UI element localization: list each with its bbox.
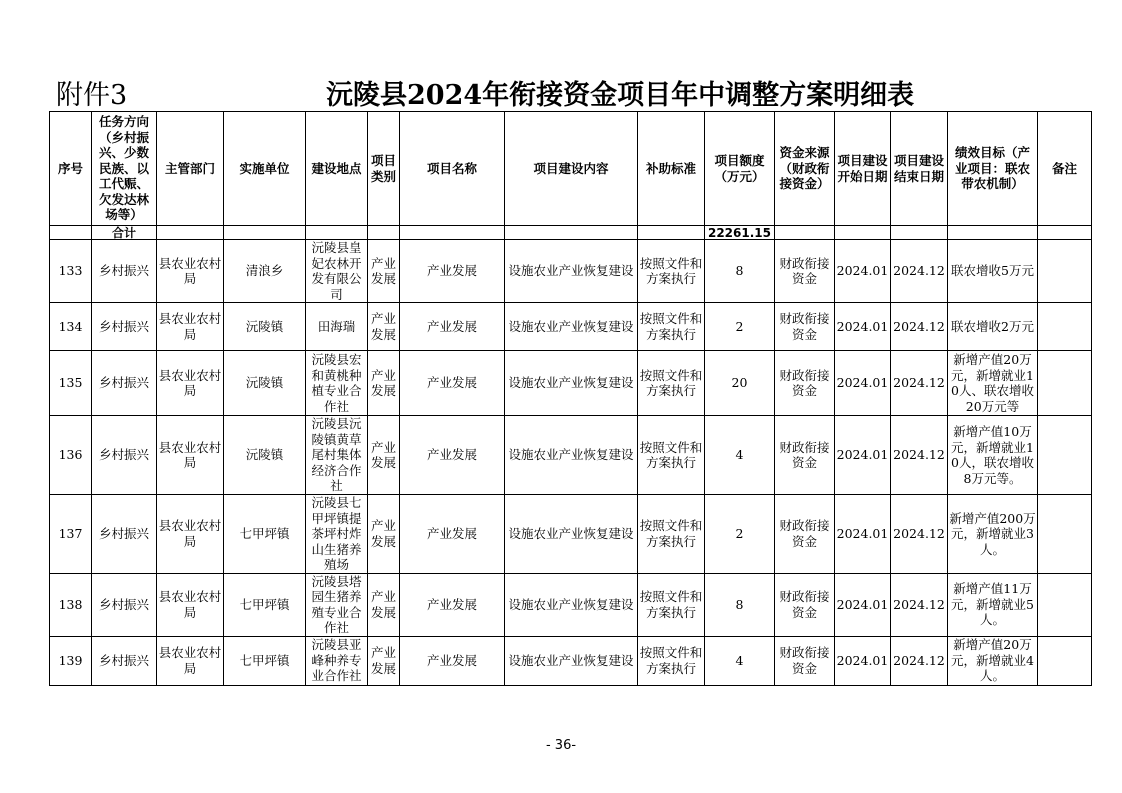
cell-implementing-unit: 沅陵镇 bbox=[224, 303, 306, 351]
cell-start-date: 2024.01 bbox=[835, 351, 891, 416]
cell-implementing-unit: 沅陵镇 bbox=[224, 416, 306, 495]
total-cell-empty bbox=[368, 226, 400, 240]
total-cell-empty bbox=[891, 226, 948, 240]
cell-task-direction: 乡村振兴 bbox=[92, 351, 157, 416]
cell-remark bbox=[1038, 416, 1092, 495]
cell-remark bbox=[1038, 573, 1092, 636]
cell-implementing-unit: 七甲坪镇 bbox=[224, 636, 306, 685]
cell-content: 设施农业产业恢复建设 bbox=[505, 303, 638, 351]
cell-serial-no: 135 bbox=[50, 351, 92, 416]
cell-start-date: 2024.01 bbox=[835, 573, 891, 636]
cell-category: 产业发展 bbox=[368, 416, 400, 495]
cell-fund-source: 财政衔接资金 bbox=[775, 573, 835, 636]
cell-subsidy-standard: 按照文件和方案执行 bbox=[638, 240, 705, 303]
cell-category: 产业发展 bbox=[368, 303, 400, 351]
column-header: 主管部门 bbox=[157, 112, 224, 226]
column-header: 项目建设开始日期 bbox=[835, 112, 891, 226]
cell-subsidy-standard: 按照文件和方案执行 bbox=[638, 573, 705, 636]
cell-serial-no: 134 bbox=[50, 303, 92, 351]
cell-implementing-unit: 沅陵镇 bbox=[224, 351, 306, 416]
column-header: 备注 bbox=[1038, 112, 1092, 226]
cell-project-name: 产业发展 bbox=[400, 636, 505, 685]
total-cell-empty bbox=[1038, 226, 1092, 240]
total-label: 合计 bbox=[92, 226, 157, 240]
cell-department: 县农业农村局 bbox=[157, 416, 224, 495]
cell-project-name: 产业发展 bbox=[400, 351, 505, 416]
cell-serial-no: 133 bbox=[50, 240, 92, 303]
cell-amount: 8 bbox=[705, 240, 775, 303]
cell-fund-source: 财政衔接资金 bbox=[775, 303, 835, 351]
total-cell-empty bbox=[400, 226, 505, 240]
cell-task-direction: 乡村振兴 bbox=[92, 303, 157, 351]
cell-subsidy-standard: 按照文件和方案执行 bbox=[638, 303, 705, 351]
column-header: 绩效目标（产业项目：联农带农机制） bbox=[948, 112, 1038, 226]
cell-amount: 2 bbox=[705, 495, 775, 574]
column-header: 补助标准 bbox=[638, 112, 705, 226]
cell-project-name: 产业发展 bbox=[400, 303, 505, 351]
cell-department: 县农业农村局 bbox=[157, 240, 224, 303]
total-cell-empty bbox=[50, 226, 92, 240]
column-header: 任务方向（乡村振兴、少数民族、以工代赈、欠发达林场等） bbox=[92, 112, 157, 226]
cell-implementing-unit: 清浪乡 bbox=[224, 240, 306, 303]
cell-task-direction: 乡村振兴 bbox=[92, 495, 157, 574]
cell-fund-source: 财政衔接资金 bbox=[775, 495, 835, 574]
column-header: 项目建设内容 bbox=[505, 112, 638, 226]
table-row bbox=[50, 573, 1092, 636]
cell-category: 产业发展 bbox=[368, 351, 400, 416]
cell-category: 产业发展 bbox=[368, 495, 400, 574]
cell-amount: 20 bbox=[705, 351, 775, 416]
total-cell-empty bbox=[306, 226, 368, 240]
cell-serial-no: 136 bbox=[50, 416, 92, 495]
cell-department: 县农业农村局 bbox=[157, 636, 224, 685]
cell-location: 沅陵县皇妃农林开发有限公司 bbox=[306, 240, 368, 303]
project-detail-table bbox=[49, 111, 1092, 686]
cell-fund-source: 财政衔接资金 bbox=[775, 351, 835, 416]
cell-location: 沅陵县宏和黄桃种植专业合作社 bbox=[306, 351, 368, 416]
cell-amount: 8 bbox=[705, 573, 775, 636]
table-header-row bbox=[50, 112, 1092, 226]
cell-location: 沅陵县塔园生猪养殖专业合作社 bbox=[306, 573, 368, 636]
total-cell-empty bbox=[638, 226, 705, 240]
cell-implementing-unit: 七甲坪镇 bbox=[224, 573, 306, 636]
total-cell-empty bbox=[224, 226, 306, 240]
table-row bbox=[50, 636, 1092, 685]
cell-serial-no: 139 bbox=[50, 636, 92, 685]
cell-remark bbox=[1038, 351, 1092, 416]
total-cell-empty bbox=[775, 226, 835, 240]
cell-content: 设施农业产业恢复建设 bbox=[505, 636, 638, 685]
cell-subsidy-standard: 按照文件和方案执行 bbox=[638, 495, 705, 574]
cell-task-direction: 乡村振兴 bbox=[92, 416, 157, 495]
total-cell-empty bbox=[157, 226, 224, 240]
cell-location: 沅陵县沅陵镇黄草尾村集体经济合作社 bbox=[306, 416, 368, 495]
cell-start-date: 2024.01 bbox=[835, 240, 891, 303]
cell-category: 产业发展 bbox=[368, 573, 400, 636]
cell-performance-goal: 新增产值11万元，新增就业5人。 bbox=[948, 573, 1038, 636]
cell-end-date: 2024.12 bbox=[891, 351, 948, 416]
total-row bbox=[50, 226, 1092, 240]
cell-remark bbox=[1038, 495, 1092, 574]
column-header: 建设地点 bbox=[306, 112, 368, 226]
cell-amount: 4 bbox=[705, 416, 775, 495]
cell-project-name: 产业发展 bbox=[400, 240, 505, 303]
cell-department: 县农业农村局 bbox=[157, 495, 224, 574]
cell-performance-goal: 联农增收2万元 bbox=[948, 303, 1038, 351]
cell-performance-goal: 新增产值20万元，新增就业4人。 bbox=[948, 636, 1038, 685]
cell-performance-goal: 联农增收5万元 bbox=[948, 240, 1038, 303]
column-header: 项目类别 bbox=[368, 112, 400, 226]
cell-content: 设施农业产业恢复建设 bbox=[505, 416, 638, 495]
cell-start-date: 2024.01 bbox=[835, 416, 891, 495]
page-number: - 36- bbox=[545, 738, 577, 753]
table-row bbox=[50, 351, 1092, 416]
total-cell-empty bbox=[505, 226, 638, 240]
cell-department: 县农业农村局 bbox=[157, 303, 224, 351]
table-row bbox=[50, 416, 1092, 495]
cell-task-direction: 乡村振兴 bbox=[92, 240, 157, 303]
cell-fund-source: 财政衔接资金 bbox=[775, 416, 835, 495]
cell-department: 县农业农村局 bbox=[157, 573, 224, 636]
cell-serial-no: 138 bbox=[50, 573, 92, 636]
cell-subsidy-standard: 按照文件和方案执行 bbox=[638, 416, 705, 495]
cell-amount: 4 bbox=[705, 636, 775, 685]
page-title: 沅陵县2024年衔接资金项目年中调整方案明细表 bbox=[326, 80, 915, 111]
cell-location: 沅陵县亚峰种养专业合作社 bbox=[306, 636, 368, 685]
cell-end-date: 2024.12 bbox=[891, 416, 948, 495]
cell-fund-source: 财政衔接资金 bbox=[775, 240, 835, 303]
cell-department: 县农业农村局 bbox=[157, 351, 224, 416]
column-header: 项目名称 bbox=[400, 112, 505, 226]
cell-start-date: 2024.01 bbox=[835, 303, 891, 351]
cell-end-date: 2024.12 bbox=[891, 573, 948, 636]
cell-end-date: 2024.12 bbox=[891, 636, 948, 685]
cell-category: 产业发展 bbox=[368, 636, 400, 685]
cell-fund-source: 财政衔接资金 bbox=[775, 636, 835, 685]
cell-performance-goal: 新增产值10万元，新增就业10人，联农增收8万元等。 bbox=[948, 416, 1038, 495]
table-row bbox=[50, 303, 1092, 351]
cell-performance-goal: 新增产值20万元，新增就业10人、联农增收20万元等 bbox=[948, 351, 1038, 416]
cell-task-direction: 乡村振兴 bbox=[92, 636, 157, 685]
cell-serial-no: 137 bbox=[50, 495, 92, 574]
cell-end-date: 2024.12 bbox=[891, 495, 948, 574]
cell-content: 设施农业产业恢复建设 bbox=[505, 573, 638, 636]
column-header: 实施单位 bbox=[224, 112, 306, 226]
cell-remark bbox=[1038, 636, 1092, 685]
cell-project-name: 产业发展 bbox=[400, 416, 505, 495]
cell-category: 产业发展 bbox=[368, 240, 400, 303]
cell-amount: 2 bbox=[705, 303, 775, 351]
cell-subsidy-standard: 按照文件和方案执行 bbox=[638, 636, 705, 685]
table-row bbox=[50, 240, 1092, 303]
cell-location: 沅陵县七甲坪镇提茶坪村炸山生猪养殖场 bbox=[306, 495, 368, 574]
cell-end-date: 2024.12 bbox=[891, 240, 948, 303]
cell-content: 设施农业产业恢复建设 bbox=[505, 495, 638, 574]
cell-end-date: 2024.12 bbox=[891, 303, 948, 351]
cell-start-date: 2024.01 bbox=[835, 636, 891, 685]
cell-project-name: 产业发展 bbox=[400, 573, 505, 636]
cell-project-name: 产业发展 bbox=[400, 495, 505, 574]
cell-task-direction: 乡村振兴 bbox=[92, 573, 157, 636]
cell-content: 设施农业产业恢复建设 bbox=[505, 240, 638, 303]
total-amount: 22261.15 bbox=[705, 226, 775, 240]
cell-performance-goal: 新增产值200万元，新增就业3人。 bbox=[948, 495, 1038, 574]
cell-subsidy-standard: 按照文件和方案执行 bbox=[638, 351, 705, 416]
column-header: 项目建设结束日期 bbox=[891, 112, 948, 226]
total-cell-empty bbox=[835, 226, 891, 240]
column-header: 项目额度（万元） bbox=[705, 112, 775, 226]
cell-remark bbox=[1038, 303, 1092, 351]
column-header: 资金来源（财政衔接资金） bbox=[775, 112, 835, 226]
cell-location: 田海瑞 bbox=[306, 303, 368, 351]
table-row bbox=[50, 495, 1092, 574]
cell-start-date: 2024.01 bbox=[835, 495, 891, 574]
total-cell-empty bbox=[948, 226, 1038, 240]
cell-remark bbox=[1038, 240, 1092, 303]
column-header: 序号 bbox=[50, 112, 92, 226]
cell-content: 设施农业产业恢复建设 bbox=[505, 351, 638, 416]
cell-implementing-unit: 七甲坪镇 bbox=[224, 495, 306, 574]
attachment-label: 附件3 bbox=[56, 80, 128, 111]
